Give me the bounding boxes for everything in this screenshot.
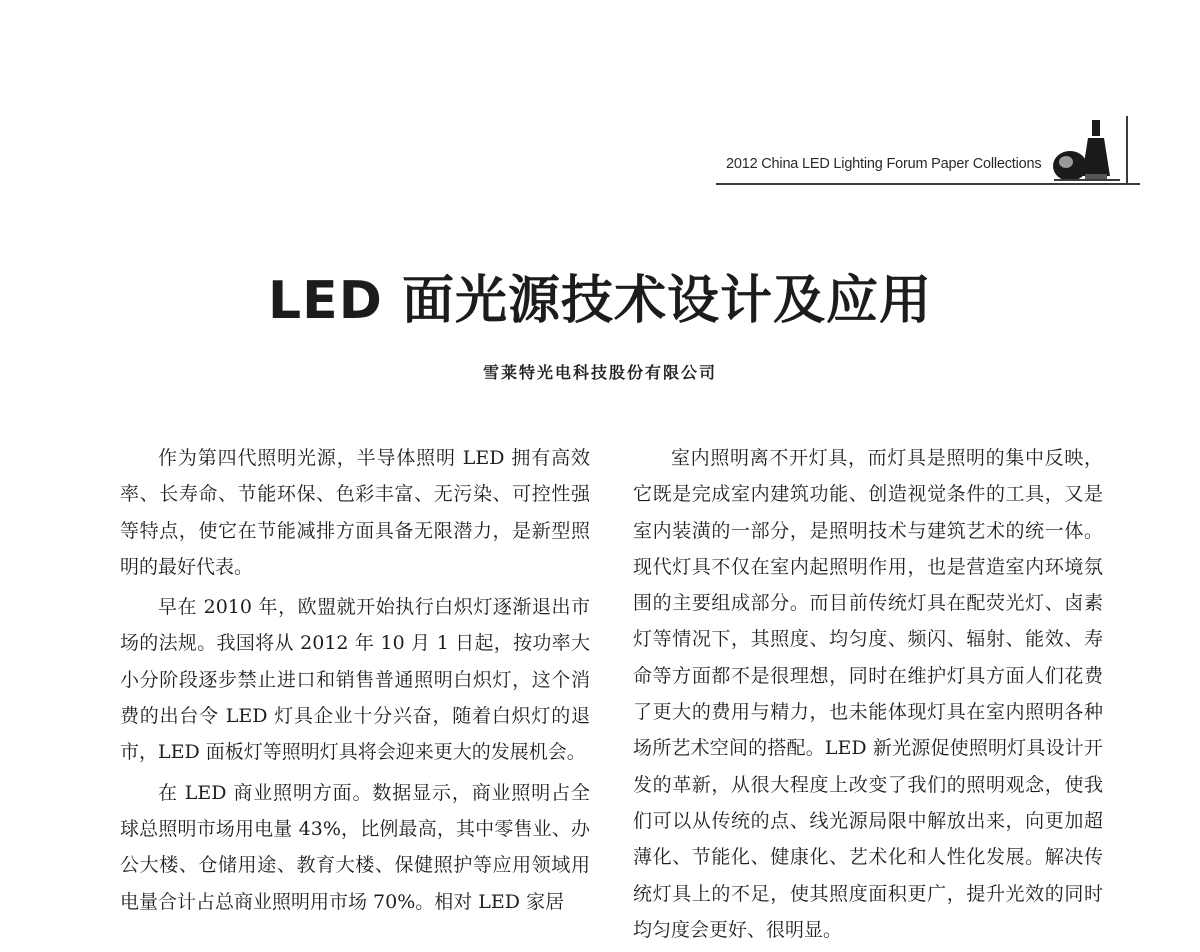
- article-title: LED 面光源技术设计及应用: [268, 271, 932, 331]
- body-column-right: [633, 440, 1103, 948]
- paragraph: 在 LED 商业照明方面。数据显示，商业照明占全球总照明市场用电量 43%，比例最高，其中零售业、办公大楼、仓储用途、教育大楼、保健照护等应用领域用电量合计占总商业照明用市场 70%。相对 LED 家居: [120, 781, 590, 913]
- running-header: 2012 China LED Lighting Forum Paper Collections: [726, 156, 1042, 172]
- article-author: 雪莱特光电科技股份有限公司: [482, 363, 717, 382]
- paragraph: 早在 2010 年，欧盟就开始执行白炽灯逐渐退出市场的法规。我国将从 2012 年 10 月 1 日起，按功率大小分阶段逐步禁止进口和销售普通照明白炽灯，这个消费的出台令 LED 灯具企业十分兴奋，随着白炽灯的退市，LED 面板灯等照明灯具将会迎来更大的发展机会。: [120, 596, 590, 764]
- body-column-left: [120, 440, 590, 920]
- paragraph: 室内照明离不开灯具，而灯具是照明的集中反映，它既是完成室内建筑功能、创造视觉条件的工具，又是室内装潢的一部分，是照明技术与建筑艺术的统一体。现代灯具不仅在室内起照明作用，也是营造室内环境氛围的主要组成部分。而目前传统灯具在配荧光灯、卤素灯等情况下，其照度、均匀度、频闪、辐射、能效、寿命等方面都不是很理想，同时在维护灯具方面人们花费了更大的费用与精力，也未能体现灯具在室内照明各种场所艺术空间的搭配。LED 新光源促使照明灯具设计开发的革新，从很大程度上改变了我们的照明观念，使我们可以从传统的点、线光源局限中解放出来，向更加超薄化、节能化、健康化、艺术化和人性化发展。解决传统灯具上的不足，使其照度面积更广，提升光效的同时均匀度会更好、很明显。: [633, 447, 1103, 941]
- led-bulb-logo-icon: [1040, 116, 1130, 184]
- paragraph: 作为第四代照明光源，半导体照明 LED 拥有高效率、长寿命、节能环保、色彩丰富、无污染、可控性强等特点，使它在节能减排方面具备无限潜力，是新型照明的最好代表。: [120, 447, 590, 578]
